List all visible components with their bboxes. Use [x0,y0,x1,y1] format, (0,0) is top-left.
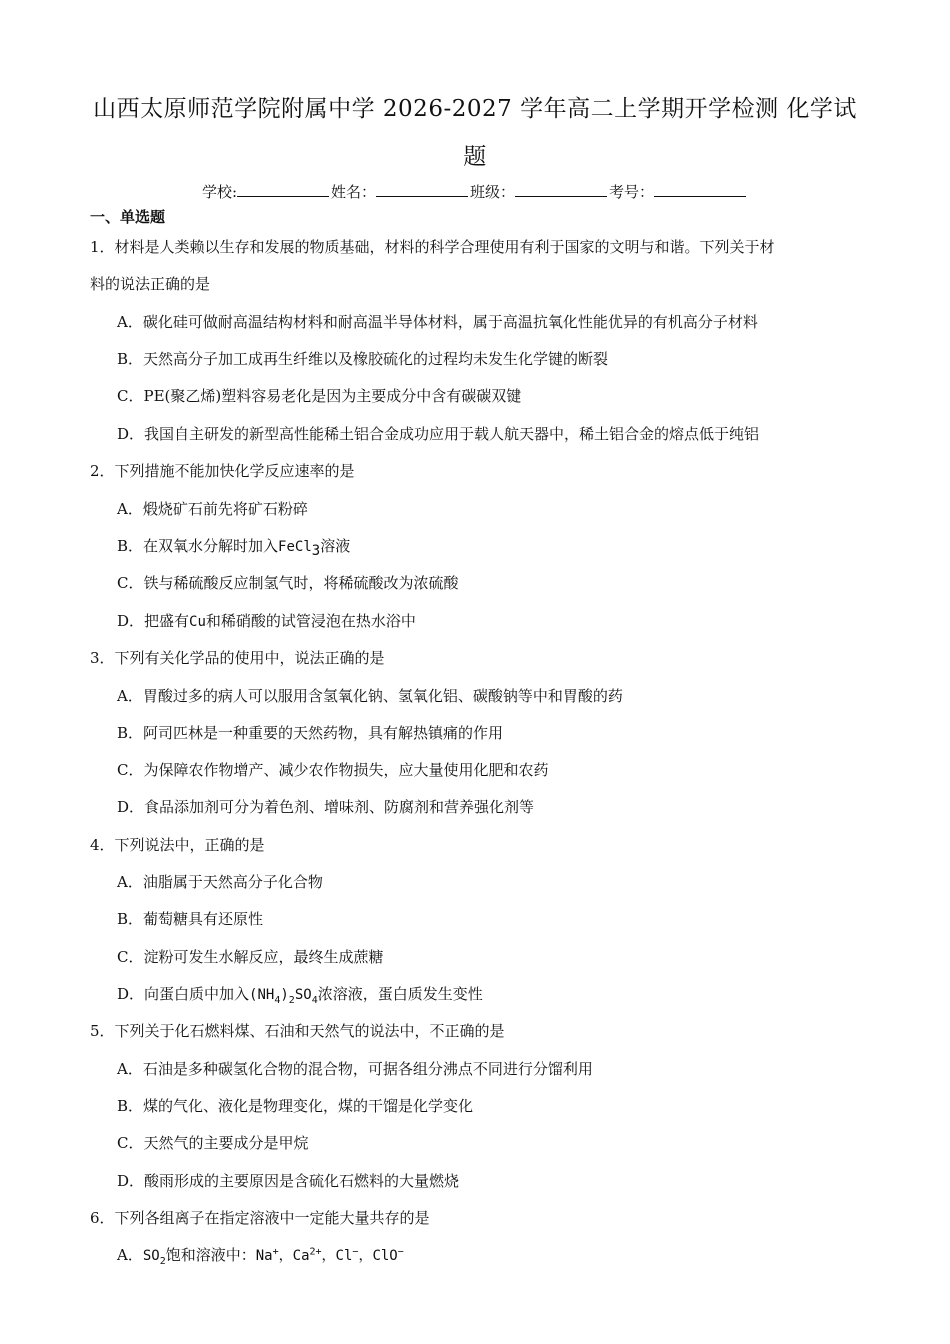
option-text: A． [117,1246,143,1264]
option-d: D．我国自主研发的新型高性能稀土铝合金成功应用于载人航天器中，稀土铝合金的熔点低于纯铝 [117,425,760,443]
option-a [117,1244,404,1267]
option-c: C．淀粉可发生水解反应，最终生成蔗糖 [117,948,384,966]
option-text: 溶液 [320,537,351,555]
ion-list: Na+，$Ca^{2+}$，Cl−，ClO− [255,1246,404,1264]
formula-subscript: 3 [311,543,321,559]
option-text: 浓溶液，蛋白质发生变性 [317,985,483,1003]
option-a: A．碳化硅可做耐高温结构材料和耐高温半导体材料，属于高温抗氧化性能优异的有机高分子材料 [117,313,758,331]
option-text: B．在双氧水分解时加入 [117,537,279,555]
option-c: C．PE(聚乙烯)塑料容易老化是因为主要成分中含有碳碳双键 [117,387,522,405]
option-b: B．阿司匹林是一种重要的天然药物，具有解热镇痛的作用 [117,724,504,742]
student-info-row [0,181,950,202]
name-blank[interactable] [376,182,468,197]
option-c: C．天然气的主要成分是甲烷 [117,1134,309,1152]
question-stem: 3．下列有关化学品的使用中，说法正确的是 [90,649,385,667]
school-blank[interactable] [237,182,329,197]
option-a: A．胃酸过多的病人可以服用含氢氧化钠、氢氧化铝、碳酸钠等中和胃酸的药 [117,687,623,705]
question-stem: 6．下列各组离子在指定溶液中一定能大量共存的是 [90,1209,430,1227]
option-c: C．铁与稀硫酸反应制氢气时，将稀硫酸改为浓硫酸 [117,574,459,592]
option-b: B．葡萄糖具有还原性 [117,910,264,928]
option-d: D．食品添加剂可分为着色剂、增味剂、防腐剂和营养强化剂等 [117,798,535,816]
question-stem-continued: 料的说法正确的是 [90,275,211,293]
option-text: D．向蛋白质中加入 [117,985,250,1003]
page-title: 山西太原师范学院附属中学 2026-2027 学年高二上学期开学检测 化学试 [93,96,857,122]
number-label: 考号： [609,183,655,201]
chemical-formula: $(NH_4)_2SO_4$ [249,987,318,1006]
option-a: A．油脂属于天然高分子化合物 [117,873,323,891]
option-text: 饱和溶液中： [165,1246,256,1264]
option-d [117,983,483,1006]
question-stem: 5．下列关于化石燃料煤、石油和天然气的说法中，不正确的是 [90,1022,505,1040]
class-blank[interactable] [515,182,607,197]
school-label: 学校: [201,183,237,201]
option-text: 和稀硝酸的试管浸泡在热水浴中 [205,612,416,630]
option-c: C．为保障农作物增产、减少农作物损失，应大量使用化肥和农药 [117,761,549,779]
name-label: 姓名： [331,183,377,201]
option-a: A．石油是多种碳氢化合物的混合物，可据各组分沸点不同进行分馏利用 [117,1060,593,1078]
page-title-continued: 题 [463,144,487,170]
option-b: B．天然高分子加工成再生纤维以及橡胶硫化的过程均未发生化学键的断裂 [117,350,609,368]
option-d: D．酸雨形成的主要原因是含硫化石燃料的大量燃烧 [117,1172,460,1190]
option-a: A．煅烧矿石前先将矿石粉碎 [117,500,308,518]
question-stem: 2．下列措施不能加快化学反应速率的是 [90,462,355,480]
section-heading: 一、单选题 [90,208,166,226]
option-b [117,535,350,559]
option-text: D．把盛有 [117,612,190,630]
class-label: 班级： [470,183,516,201]
question-stem: 4．下列说法中，正确的是 [90,836,265,854]
chemical-formula: Cu [189,614,206,630]
option-d [117,610,416,631]
chemical-formula: FeCl [278,539,312,555]
question-stem: 1．材料是人类赖以生存和发展的物质基础，材料的科学合理使用有利于国家的文明与和谐。下列关于材 [90,238,775,256]
chemical-formula: $SO_2$ [142,1248,166,1267]
option-b: B．煤的气化、液化是物理变化，煤的干馏是化学变化 [117,1097,474,1115]
number-blank[interactable] [654,182,746,197]
